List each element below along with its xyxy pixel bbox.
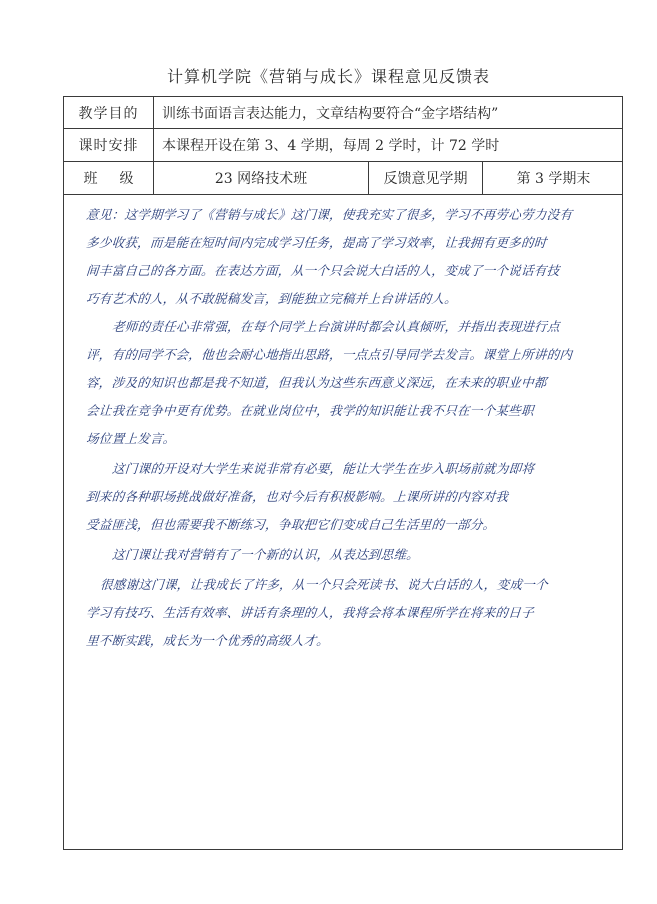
comment-line-3: 间丰富自己的各方面。在表达方面，从一个只会说大白话的人，变成了一个说话有技	[85, 263, 560, 278]
comment-line-7: 容，涉及的知识也都是我不知道，但我认为这些东西意义深远，在未来的职业中都	[85, 375, 548, 390]
row-teaching-goal	[64, 97, 622, 129]
comment-line-4: 巧有艺术的人，从不敢脱稿发言，到能独立完稿并上台讲话的人。	[85, 291, 458, 306]
comment-line-11: 到来的各种职场挑战做好准备，也对今后有积极影响。上课所讲的内容对我	[85, 489, 509, 504]
comment-line-8: 会让我在竞争中更有优势。在就业岗位中，我学的知识能让我不只在一个某些职	[85, 403, 535, 418]
comment-line-9: 场位置上发言。	[85, 431, 177, 446]
comment-text: 这学期学习了《营销与成长》这门课，使我充实了很多，学习不再劳心劳力没有	[123, 207, 573, 222]
comment-line-13: 这门课让我对营销有了一个新的认识，从表达到思维。	[111, 547, 420, 562]
schedule-value: 本课程开设在第 3、4 学期，每周 2 学时，计 72 学时	[162, 138, 500, 154]
term-value: 第 3 学期末	[516, 171, 591, 187]
schedule-label: 课时安排	[64, 129, 154, 161]
comment-line-2: 多少收获，而是能在短时间内完成学习任务，提高了学习效率，让我拥有更多的时	[85, 235, 548, 250]
comment-line-15: 学习有技巧、生活有效率、讲话有条理的人，我将会将本课程所学在将来的日子	[85, 605, 535, 620]
class-label: 班级	[64, 162, 154, 194]
teaching-goal-label: 教学目的	[64, 97, 154, 128]
comments-area	[64, 195, 622, 849]
row-class-term	[64, 162, 622, 195]
page-title: 计算机学院《营销与成长》课程意见反馈表	[166, 67, 490, 86]
teaching-goal-value: 训练书面语言表达能力，文章结构要符合“金字塔结构”	[162, 105, 499, 122]
comment-line-10: 这门课的开设对大学生来说非常有必要，能让大学生在步入职场前就为即将	[111, 461, 535, 476]
comment-line-14: 很感谢这门课，让我成长了许多，从一个只会死读书、说大白话的人，变成一个	[99, 577, 549, 592]
comment-line-6: 评，有的同学不会，他也会耐心地指出思路，一点点引导同学去发言。课堂上所讲的内	[85, 347, 573, 362]
comment-line-5: 老师的责任心非常强，在每个同学上台演讲时都会认真倾听，并指出表现进行点	[111, 319, 561, 334]
comment-line-16: 里不断实践，成长为一个优秀的高级人才。	[85, 633, 330, 648]
comment-line-12: 受益匪浅，但也需要我不断练习，争取把它们变成自己生活里的一部分。	[85, 517, 496, 532]
class-value: 23 网络技术班	[154, 162, 369, 194]
row-schedule	[64, 129, 622, 162]
term-label: 反馈意见学期	[369, 162, 483, 194]
comment-line-1	[86, 209, 607, 222]
comments-label: 意见：	[85, 207, 125, 222]
feedback-form	[63, 96, 623, 850]
